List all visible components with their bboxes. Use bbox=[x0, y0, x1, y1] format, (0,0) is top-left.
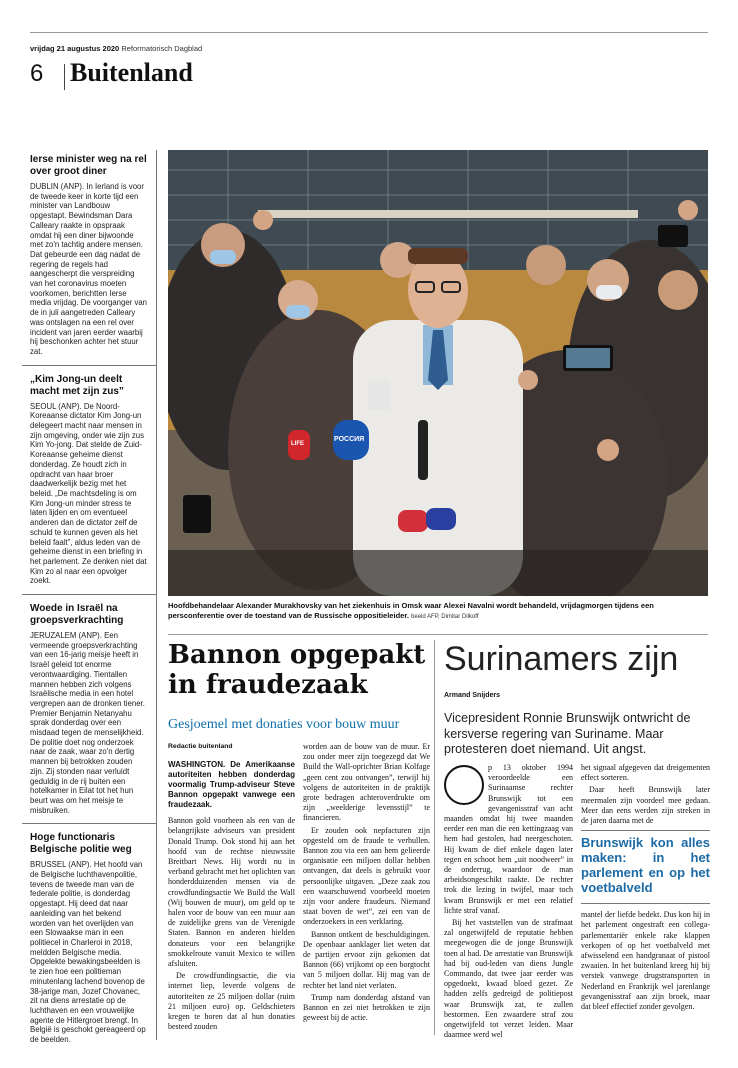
horizontal-rule bbox=[168, 634, 708, 635]
briefs-column bbox=[22, 150, 157, 1045]
section-divider bbox=[64, 64, 65, 90]
paragraph: Trump nam donderdag afstand van Bannon en zei niet betrokken te zijn geweest bij de actie. bbox=[303, 992, 430, 1023]
brief-body: JERUZALEM (ANP). Een vermeende groepsverkrachting van een 16-jarig meisje heeft in Israël geleid tot enorme verontwaardiging. Tientallen mannen hebben zich volgens Israëlische media in een hotel vergrepen aan de dronken tiener. Premier Benjamin Netanyahu sprak donderdag over een misdaad tegen de menselijkheid. De politie doet nog onderzoek naar de zaak, waar zo'n dertig mannen bij betrokken zouden zijn. Zij stonden naar verluidt geduldig in de rij buiten een hotelkamer in Eilat tot het hun beurt was om het meisje te misbruiken. bbox=[30, 631, 145, 815]
paragraph: Bannon ontkent de beschuldigingen. De openbaar aanklager liet weten dat de partijen ervoor zijn gekomen dat Bannon (66) vrijkomt op een borgtocht van 5 miljoen dollar. Hij mag van de rechter het land niet verlaten. bbox=[303, 929, 430, 990]
brief-title: Hoge functionaris Belgische politie weg bbox=[30, 832, 132, 856]
paragraph: Er zouden ook nepfacturen zijn opgesteld om de fraude te verhullen. Bannon zou via een aan hem gelieerde organisatie een miljoen dollar hebben ontvangen, dat deels is gebruikt voor persoonlijke uitgaven. „Deze zaak zou een waarschuwend voorbeeld moeten zijn voor andere fraudeurs. Niemand staat boven de wet”, zei een van de onderzoekers in een verklaring. bbox=[303, 825, 430, 927]
headline-bannon: Bannon opgepakt in fraudezaak bbox=[168, 640, 426, 700]
brief-title: Ierse minister weg na rel over groot diner bbox=[30, 154, 147, 177]
photo-caption bbox=[168, 601, 708, 622]
headline-surinamers: Surinamers zijn bbox=[444, 640, 679, 678]
column-rule bbox=[434, 640, 435, 1035]
brief bbox=[22, 824, 156, 1052]
pull-quote: Brunswijk kon alles maken: in het parlement en op het voetbalveld bbox=[581, 830, 710, 904]
dateline bbox=[30, 44, 202, 53]
article-column bbox=[168, 742, 295, 1034]
brief bbox=[22, 595, 156, 824]
article-bannon-body bbox=[168, 742, 430, 1034]
article-lead: WASHINGTON. De Amerikaanse autoriteiten hebben donderdag voormalig Trump-adviseur Steve Bannon opgepakt vanwege een fraudezaak. bbox=[168, 760, 295, 810]
mic-label-life: LIFE bbox=[291, 441, 304, 447]
paragraph: Bannon gold voorheen als een van de belangrijkste adviseurs van president Donald Trump. Ook stond hij aan het hoofd van de rechtse nieuwssite Breitbart News. Hij wordt nu in verband gebracht met het oplichten van honderdduizenden mensen via de crowdfundingsactie We Build the Wall (Wij bouwen de muur), om geld op te halen voor de bouw van een muur aan de zuidelijke grens van de Verenigde Staten. Bannon en anderen hielden donateurs voor een belangrijke smokkelroute vanuit Mexico te willen afsluiten. bbox=[168, 816, 295, 969]
paragraph: het signaal afgegeven dat dreigementen effect sorteren. bbox=[581, 763, 710, 783]
date: vrijdag 21 augustus 2020 bbox=[30, 44, 120, 53]
byline: Armand Snijders bbox=[444, 692, 501, 699]
paragraph: p 13 oktober 1994 veroordeelde een Surinaamse rechter Brunswijk tot een gevangenisstraf van acht maanden omdat hij twee maanden eerder een man die een kettingzaag van hem had gestolen, had neergeschoten. Hij kwam de dief enkele dagen later tegen en schoot hem „uit noodweer” in de onderrug, waardoor de man arbeidsongeschikt raakte. De rechter trok die lezing in twijfel, maar toch kwam Brunswijk er met een relatief lichte straf vanaf. bbox=[444, 763, 573, 915]
photo-illustration bbox=[168, 150, 708, 596]
header-rule bbox=[30, 32, 708, 33]
brief-title: Woede in Israël na groepsverkrachting bbox=[30, 603, 124, 627]
section-title: Buitenland bbox=[70, 58, 193, 87]
paragraph: mantel der liefde bedekt. Dus kon hij in het parlement ongestraft een collega-parlementariër enkele rake klappen verkopen of op het voetbalveld met afwisselend een handgranaat of pistool zwaaien. In het buitenland kreeg hij bij verstek vanwege drugstransporten in Nederland en Frankrijk wel jarenlange gevangenisstraf aan zijn broek, maar dat bleef effectief zonder gevolgen. bbox=[581, 910, 710, 1012]
paragraph: De crowdfundingsactie, die via internet liep, leverde volgens de autoriteiten ze 25 miljoen dollar (ruim 21 miljoen euro) op. Geldschieters kregen te horen dat al hun donaties besteed zouden bbox=[168, 971, 295, 1032]
caption-text: Hoofdbehandelaar Alexander Murakhovsky van het ziekenhuis in Omsk waar Alexei Navalni wordt behandeld, vrijdagmorgen tijdens een persconferentie over de toestand van de Russische oppositieleider. bbox=[168, 601, 654, 620]
article-column bbox=[444, 763, 573, 1042]
brief-title: „Kim Jong-un deelt macht met zijn zus” bbox=[30, 373, 124, 397]
brief-body: SEOUL (ANP). De Noord-Koreaanse dictator Kim Jong-un delegeert macht naar mensen in zijn omgeving, onder wie zijn zus Kim Yo-jong. Dat stelde de Zuid-Koreaanse geheime dienst donderdag. Ze houdt zich in opdracht van haar broer daadwerkelijk bezig met het beleid. „De machtsdeling is om Kim Jong-un minder stress te laten lijden en om eventueel anderen dan de dictator zelf de schuld te kunnen geven als het beleid faalt”, aldus leden van de geheime dienst in een briefing in het parlement. Ze denken niet dat Kim zo al naar een opvolger zoekt. bbox=[30, 401, 147, 586]
page-number: 6 bbox=[30, 60, 44, 87]
paper-name: Reformatorisch Dagblad bbox=[121, 44, 203, 53]
article-column bbox=[581, 763, 710, 1042]
paragraph: Daar heeft Brunswijk later meermalen zijn voordeel mee gedaan. Meer dan eens werden zijn streken in de jaren daarna met de bbox=[581, 785, 710, 826]
article-surinamers-body bbox=[444, 763, 710, 1042]
subhead-surinamers: Vicepresident Ronnie Brunswijk ontwricht de kersverse regering van Suriname. Maar protesteren doet niemand. Uit angst. bbox=[444, 711, 691, 756]
brief-body: DUBLIN (ANP). In Ierland is voor de tweede keer in korte tijd een minister van Landbouw opgestapt. Bewindsman Dara Calleary raakte in opspraak omdat hij een diner bijwoonde met zo'n tachtig andere mensen. Dat gebeurde een dag nadat de regering de regels had aangescherpt die verspreiding van het coronavirus moeten voorkomen, berichtten Ierse media vrijdag. De voorganger van de in juli aangetreden Calleary was ontslagen na een rel over incident van jaren eerder waarbij hij beschonken achter het stuur zat. bbox=[30, 182, 148, 356]
paragraph: Bij het vaststellen van de strafmaat zal ongetwijfeld de reputatie hebben meegewogen die de jonge Brunswijk toen al had. De arrestatie van Brunswijk had bij oud-leden van diens Jungle Commando, dat twee jaar eerder was opgedoekt, kwaad bloed gezet. Ze hadden zelfs gedreigd de politiepost waar Brunswijk zat, te zullen bestormen. Een zwaardere straf zou ongetwijfeld tot verzet leiden. Maar daarmee werd wel bbox=[444, 918, 573, 1040]
byline: Redactie buitenland bbox=[168, 743, 233, 750]
brief bbox=[22, 150, 156, 366]
mic-label-rossiya: РОССИЯ bbox=[334, 436, 365, 443]
article-column bbox=[303, 742, 430, 1034]
subhead-bannon: Gesjoemel met donaties voor bouw muur bbox=[168, 717, 400, 732]
photo-credit: beeld AFP, Dimitar Dilkoff bbox=[411, 614, 479, 620]
brief-body: BRUSSEL (ANP). Het hoofd van de Belgische luchthavenpolitie, tevens de tweede man van de federale politie, is donderdag opgestapt. Hij deed dat naar aanleiding van het bekend worden van het overlijden van een Slowaakse man in een politiecel in Charleroi in 2018, meldden Belgische media. Opgelekte bewakingsbeelden is te zien hoe een politieman minutenlang lachend bovenop de 38-jarige man, Jozef Chovanec, zit na diens arrestatie op de luchthaven en een vrouwelijke agente de Hitlergroet brengt. In België is geschokt gereageerd op de beelden. bbox=[30, 860, 146, 1045]
dropcap-o bbox=[444, 765, 484, 805]
press-conference-photo bbox=[168, 150, 708, 596]
brief bbox=[22, 366, 156, 595]
paragraph: worden aan de bouw van de muur. Er zou onder meer zijn toegezegd dat We Build the Wall-oprichter Brian Kolfage „geen cent zou ontvangen”, terwijl hij volgens de autoriteiten in de praktijk grote bedragen achteroverdrukte om zijn „weelderige levensstijl” te financieren. bbox=[303, 742, 430, 823]
